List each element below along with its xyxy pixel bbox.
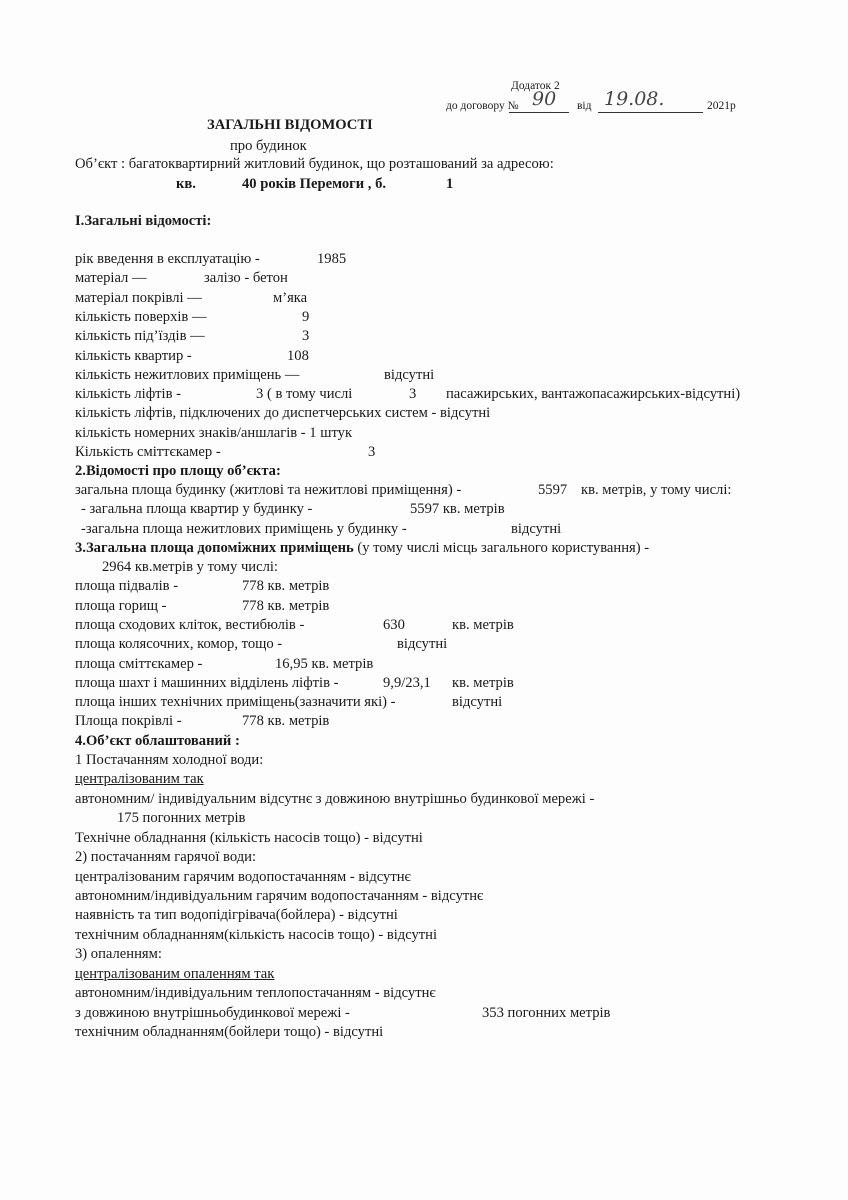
stairs-unit: кв. метрів bbox=[452, 617, 514, 633]
entrances-value: 3 bbox=[302, 328, 310, 344]
roof-area-value: 778 кв. метрів bbox=[242, 713, 330, 729]
floors-label: кількість поверхів — bbox=[75, 309, 207, 325]
other-tech-value: відсутні bbox=[452, 694, 503, 710]
apartments-label: кількість квартир - bbox=[75, 348, 192, 364]
address-kv: кв. bbox=[176, 176, 196, 192]
apartments-area-label: - загальна площа квартир у будинку - bbox=[81, 501, 313, 517]
attic-value: 778 кв. метрів bbox=[242, 598, 330, 614]
hot-water-heading: 2) постачанням гарячої води: bbox=[75, 849, 257, 865]
section4-heading: 4.Об’єкт облаштований : bbox=[75, 733, 240, 749]
cold-water-autonomous: автономним/ індивідуальним відсутнє з довжиною внутрішньо будинкової мережі - bbox=[75, 791, 595, 807]
nonresidential-value: відсутні bbox=[384, 367, 435, 383]
material-value: залізо - бетон bbox=[204, 270, 288, 286]
heating-equipment: технічним обладнанням(бойлери тощо) - відсутні bbox=[75, 1024, 384, 1040]
nonresidential-label: кількість нежитлових приміщень — bbox=[75, 367, 300, 383]
floors-value: 9 bbox=[302, 309, 310, 325]
stairs-value: 630 bbox=[383, 617, 405, 633]
roof-material-value: м’яка bbox=[273, 290, 308, 306]
address-street: 40 років Перемоги , б. bbox=[242, 176, 387, 192]
roof-area-label: Площа покрівлі - bbox=[75, 713, 182, 729]
material-label: матеріал — bbox=[75, 270, 147, 286]
lifts-value: 3 ( в тому числі bbox=[256, 386, 353, 402]
section3-heading-line bbox=[75, 539, 649, 557]
year-label: рік введення в експлуатацію - bbox=[75, 251, 260, 267]
heating-heading: 3) опаленням: bbox=[75, 946, 162, 962]
contract-year: 2021р bbox=[707, 100, 736, 112]
date-prefix: від bbox=[577, 100, 592, 112]
contract-date: 19.08. bbox=[604, 88, 665, 110]
nonresidential-area-label: -загальна площа нежитлових приміщень у будинку - bbox=[81, 521, 407, 537]
heating-length-value: 353 погонних метрів bbox=[482, 1005, 611, 1021]
page-title: ЗАГАЛЬНІ ВІДОМОСТІ bbox=[207, 117, 373, 133]
apartments-area-value: 5597 кв. метрів bbox=[410, 501, 505, 517]
cold-water-heading: 1 Постачанням холодної води: bbox=[75, 752, 264, 768]
section1-heading: І.Загальні відомості: bbox=[75, 213, 212, 229]
section2-heading: 2.Відомості про площу об’єкта: bbox=[75, 463, 281, 479]
heating-autonomous: автономним/індивідуальним теплопостачанням - відсутнє bbox=[75, 985, 436, 1001]
stroller-room-value: відсутні bbox=[397, 636, 448, 652]
lifts-types: пасажирських, вантажопасажирських-відсутні) bbox=[446, 386, 741, 402]
hot-water-autonomous: автономним/індивідуальним гарячим водопостачанням - відсутнє bbox=[75, 888, 484, 904]
address-number: 1 bbox=[446, 176, 454, 192]
section3-heading: 3.Загальна площа допоміжних приміщень bbox=[75, 540, 354, 556]
total-area-value: 5597 bbox=[538, 482, 568, 498]
lifts-passenger-count: 3 bbox=[409, 386, 417, 402]
heating-length-label: з довжиною внутрішньобудинкової мережі - bbox=[75, 1005, 350, 1021]
object-description: Об’єкт : багатоквартирний житловий будинок, що розташований за адресою: bbox=[75, 156, 554, 172]
appendix-label: Додаток 2 bbox=[511, 80, 560, 92]
chute-area-label: площа сміттєкамер - bbox=[75, 656, 203, 672]
contract-prefix: до договору № bbox=[446, 100, 519, 112]
stairs-label: площа сходових кліток, вестибюлів - bbox=[75, 617, 305, 633]
chute-area-value: 16,95 кв. метрів bbox=[275, 656, 374, 672]
hot-water-equipment: технічним обладнанням(кількість насосів тощо) - відсутні bbox=[75, 927, 438, 943]
entrances-label: кількість під’їздів — bbox=[75, 328, 205, 344]
chutes-label: Кількість сміттєкамер - bbox=[75, 444, 221, 460]
contract-number: 90 bbox=[532, 88, 557, 110]
total-area-unit: кв. метрів, у тому числі: bbox=[581, 482, 732, 498]
attic-label: площа горищ - bbox=[75, 598, 167, 614]
basement-value: 778 кв. метрів bbox=[242, 578, 330, 594]
other-tech-label: площа інших технічних приміщень(зазначити які) - bbox=[75, 694, 396, 710]
roof-material-label: матеріал покрівлі — bbox=[75, 290, 202, 306]
total-area-label: загальна площа будинку (житлові та нежитлові приміщення) - bbox=[75, 482, 462, 498]
page-subtitle: про будинок bbox=[230, 138, 307, 154]
lift-shafts-unit: кв. метрів bbox=[452, 675, 514, 691]
apartments-value: 108 bbox=[287, 348, 309, 364]
contract-date-underline bbox=[598, 112, 703, 113]
basement-label: площа підвалів - bbox=[75, 578, 179, 594]
lift-shafts-label: площа шахт і машинних відділень ліфтів - bbox=[75, 675, 339, 691]
hot-water-boiler: наявність та тип водопідігрівача(бойлера) - відсутні bbox=[75, 907, 398, 923]
heating-central: централізованим опаленням так bbox=[75, 966, 275, 982]
cold-water-length: 175 погонних метрів bbox=[117, 810, 246, 826]
chutes-value: 3 bbox=[368, 444, 376, 460]
cold-water-central: централізованим так bbox=[75, 771, 204, 787]
section3-heading-rest: (у тому числі місць загального користування) - bbox=[357, 540, 650, 556]
stroller-room-label: площа колясочних, комор, тощо - bbox=[75, 636, 283, 652]
auxiliary-total: 2964 кв.метрів у тому числі: bbox=[102, 559, 278, 575]
year-value: 1985 bbox=[317, 251, 347, 267]
nonresidential-area-value: відсутні bbox=[511, 521, 562, 537]
address-signs: кількість номерних знаків/аншлагів - 1 штук bbox=[75, 425, 353, 441]
lifts-label: кількість ліфтів - bbox=[75, 386, 182, 402]
hot-water-central: централізованим гарячим водопостачанням - відсутнє bbox=[75, 869, 411, 885]
cold-water-equipment: Технічне обладнання (кількість насосів тощо) - відсутні bbox=[75, 830, 423, 846]
lift-shafts-value: 9,9/23,1 bbox=[383, 675, 431, 691]
dispatch-lifts: кількість ліфтів, підключених до диспетчерських систем - відсутні bbox=[75, 405, 491, 421]
contract-number-underline bbox=[509, 112, 569, 113]
